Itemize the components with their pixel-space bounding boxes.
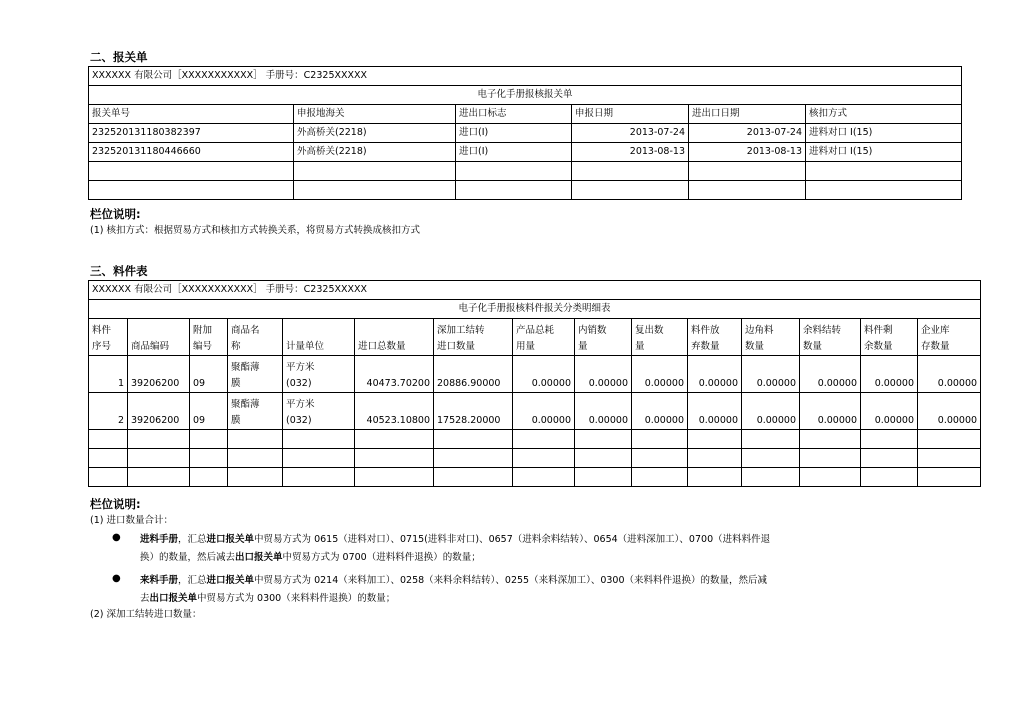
bullet-dot-icon: ● [112, 532, 121, 543]
empty-cell [434, 468, 513, 487]
section2-note-1: (1) 核扣方式：根据贸易方式和核扣方式转换关系，将贸易方式转换成核扣方式 [90, 225, 420, 236]
empty-cell [456, 181, 572, 200]
empty-cell [861, 449, 918, 468]
extra-cell: 09 [190, 393, 228, 430]
empty-cell [89, 430, 128, 449]
empty-cell [575, 449, 632, 468]
section3-title: 三、料件表 [90, 264, 148, 278]
io-flag: 进口(I) [456, 143, 572, 162]
empty-cell [689, 162, 806, 181]
io-date: 2013-08-13 [689, 143, 806, 162]
surplus-transfer-cell: 0.00000 [800, 393, 861, 430]
customs-office: 外高桥关(2218) [294, 143, 456, 162]
header-cell: 进口总数量 [355, 319, 434, 356]
section3-note-2: (2) 深加工结转进口数量： [90, 609, 202, 620]
empty-cell [632, 430, 688, 449]
code-cell: 39206200 [128, 393, 190, 430]
table-row [89, 143, 962, 162]
empty-cell [689, 181, 806, 200]
extra-cell: 09 [190, 356, 228, 393]
empty-cell [575, 468, 632, 487]
customs-office: 外高桥关(2218) [294, 124, 456, 143]
empty-cell [861, 430, 918, 449]
table-title: 电子化手册报核料件报关分类明细表 [89, 300, 981, 319]
bullet-1: 进料手册，汇总进口报关单中贸易方式为 0615（进料对口）、0715(进料非对口)、0657（进料余料结转）、0654（进料深加工）、0700（进料料件退 换）的数量，然后减去出口报关单中贸易方式为 0700（进料料件退换）的数量； [140, 534, 771, 563]
domestic-cell: 0.00000 [575, 356, 632, 393]
header-cell: 边角料 数量 [742, 319, 800, 356]
header-cell: 申报日期 [572, 105, 689, 124]
empty-cell [800, 468, 861, 487]
seq-cell: 2 [89, 393, 128, 430]
header-cell: 料件剩 余数量 [861, 319, 918, 356]
empty-cell [513, 468, 575, 487]
stock-cell: 0.00000 [918, 393, 981, 430]
header-cell: 进出口标志 [456, 105, 572, 124]
header-cell: 企业库 存数量 [918, 319, 981, 356]
header-cell: 商品名 称 [228, 319, 283, 356]
name-cell: 聚酯薄 膜 [228, 356, 283, 393]
header-cell: 料件 序号 [89, 319, 128, 356]
company-line: XXXXXX 有限公司［XXXXXXXXXXX］ 手册号：C2325XXXXX [89, 67, 962, 86]
empty-cell [742, 449, 800, 468]
empty-cell [800, 430, 861, 449]
empty-cell [228, 430, 283, 449]
table-title-row [89, 300, 981, 319]
header-cell: 计量单位 [283, 319, 355, 356]
empty-row [89, 430, 981, 449]
empty-cell [89, 468, 128, 487]
declaration-number: 232520131180382397 [89, 124, 294, 143]
header-cell: 料件放 弃数量 [688, 319, 742, 356]
empty-cell [89, 162, 294, 181]
header-cell: 进出口日期 [689, 105, 806, 124]
empty-cell [456, 162, 572, 181]
empty-cell [128, 468, 190, 487]
empty-cell [294, 181, 456, 200]
empty-cell [89, 449, 128, 468]
declaration-number: 232520131180446660 [89, 143, 294, 162]
header-row [89, 319, 981, 356]
abandon-cell: 0.00000 [688, 356, 742, 393]
empty-cell [806, 162, 962, 181]
empty-cell [190, 430, 228, 449]
total-cell: 40473.70200 [355, 356, 434, 393]
empty-cell [918, 449, 981, 468]
io-flag: 进口(I) [456, 124, 572, 143]
empty-cell [918, 430, 981, 449]
empty-row [89, 181, 962, 200]
empty-cell [632, 449, 688, 468]
code-cell: 39206200 [128, 356, 190, 393]
table-title: 电子化手册报核报关单 [89, 86, 962, 105]
empty-cell [355, 468, 434, 487]
empty-cell [434, 449, 513, 468]
deduct-method: 进料对口 I(15) [806, 143, 962, 162]
empty-cell [355, 430, 434, 449]
unit-cell: 平方米 (032) [283, 393, 355, 430]
name-cell: 聚酯薄 膜 [228, 393, 283, 430]
empty-cell [742, 430, 800, 449]
empty-cell [283, 449, 355, 468]
empty-cell [688, 449, 742, 468]
remain-cell: 0.00000 [861, 356, 918, 393]
header-cell: 内销数 量 [575, 319, 632, 356]
section3-note-title: 栏位说明: [90, 497, 141, 511]
section3-note-1: (1) 进口数量合计： [90, 515, 173, 526]
deep-cell: 20886.90000 [434, 356, 513, 393]
declare-date: 2013-08-13 [572, 143, 689, 162]
seq-cell: 1 [89, 356, 128, 393]
empty-cell [688, 468, 742, 487]
deep-cell: 17528.20000 [434, 393, 513, 430]
empty-cell [228, 449, 283, 468]
header-cell: 余料结转 数量 [800, 319, 861, 356]
header-row [89, 105, 962, 124]
total-cell: 40523.10800 [355, 393, 434, 430]
materials-table [88, 280, 981, 487]
abandon-cell: 0.00000 [688, 393, 742, 430]
table-row [89, 356, 981, 393]
surplus-transfer-cell: 0.00000 [800, 356, 861, 393]
empty-cell [190, 449, 228, 468]
domestic-cell: 0.00000 [575, 393, 632, 430]
empty-row [89, 468, 981, 487]
empty-cell [513, 449, 575, 468]
empty-row [89, 449, 981, 468]
reexport-cell: 0.00000 [632, 393, 688, 430]
header-cell: 商品编码 [128, 319, 190, 356]
empty-cell [742, 468, 800, 487]
empty-cell [861, 468, 918, 487]
unit-cell: 平方米 (032) [283, 356, 355, 393]
empty-cell [918, 468, 981, 487]
consume-cell: 0.00000 [513, 356, 575, 393]
header-cell: 申报地海关 [294, 105, 456, 124]
empty-cell [688, 430, 742, 449]
bullet-dot-icon: ● [112, 573, 121, 584]
empty-cell [806, 181, 962, 200]
scrap-cell: 0.00000 [742, 356, 800, 393]
empty-cell [190, 468, 228, 487]
header-cell: 核扣方式 [806, 105, 962, 124]
company-line: XXXXXX 有限公司［XXXXXXXXXXX］ 手册号：C2325XXXXX [89, 281, 981, 300]
header-cell: 报关单号 [89, 105, 294, 124]
table-title-row [89, 86, 962, 105]
empty-cell [128, 430, 190, 449]
empty-cell [513, 430, 575, 449]
customs-declaration-table [88, 66, 962, 200]
header-cell: 复出数 量 [632, 319, 688, 356]
io-date: 2013-07-24 [689, 124, 806, 143]
empty-cell [632, 468, 688, 487]
empty-cell [89, 181, 294, 200]
header-cell: 附加 编号 [190, 319, 228, 356]
empty-cell [572, 162, 689, 181]
table-row [89, 124, 962, 143]
reexport-cell: 0.00000 [632, 356, 688, 393]
company-row [89, 67, 962, 86]
consume-cell: 0.00000 [513, 393, 575, 430]
empty-cell [283, 468, 355, 487]
company-row [89, 281, 981, 300]
stock-cell: 0.00000 [918, 356, 981, 393]
empty-cell [283, 430, 355, 449]
header-cell: 产品总耗 用量 [513, 319, 575, 356]
empty-cell [572, 181, 689, 200]
empty-row [89, 162, 962, 181]
empty-cell [434, 430, 513, 449]
section2-title: 二、报关单 [90, 50, 148, 64]
header-cell: 深加工结转 进口数量 [434, 319, 513, 356]
table-row [89, 393, 981, 430]
remain-cell: 0.00000 [861, 393, 918, 430]
scrap-cell: 0.00000 [742, 393, 800, 430]
empty-cell [355, 449, 434, 468]
declare-date: 2013-07-24 [572, 124, 689, 143]
empty-cell [228, 468, 283, 487]
empty-cell [575, 430, 632, 449]
empty-cell [294, 162, 456, 181]
empty-cell [800, 449, 861, 468]
bullet-2: 来料手册，汇总进口报关单中贸易方式为 0214（来料加工）、0258（来料余料结转）、0255（来料深加工）、0300（来料料件退换）的数量，然后减 去出口报关单中贸易方式为 0300（来料料件退换）的数量； [140, 575, 768, 604]
deduct-method: 进料对口 I(15) [806, 124, 962, 143]
empty-cell [128, 449, 190, 468]
section2-note-title: 栏位说明: [90, 207, 141, 221]
